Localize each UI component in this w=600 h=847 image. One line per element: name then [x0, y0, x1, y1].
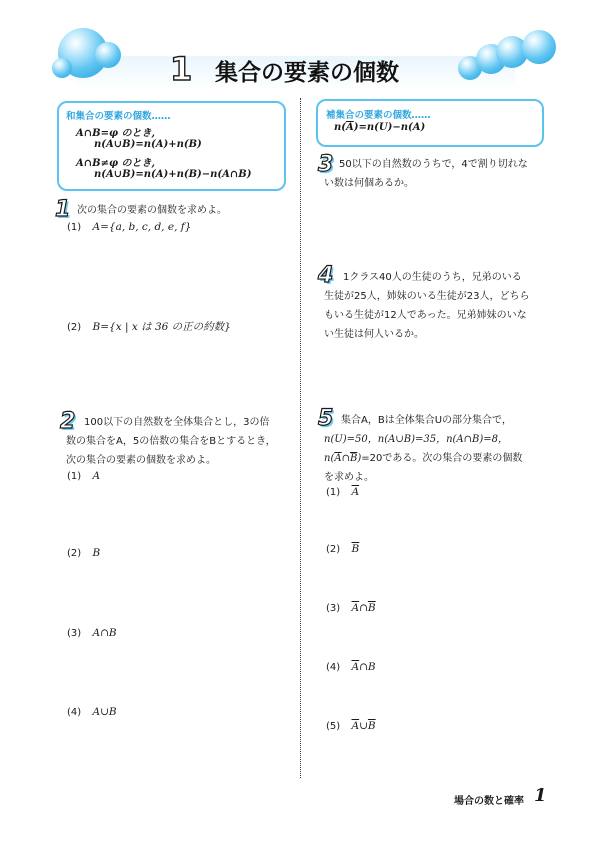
problem-text: 次の集合の要素の個数を求めよ。	[66, 455, 216, 466]
subquestion-label: (2)	[326, 544, 341, 555]
problem-number-2: 2	[60, 409, 76, 434]
problem-text: 1クラス40人の生徒のうち，兄弟のいる	[343, 272, 522, 283]
chapter-number: 1	[170, 50, 194, 88]
problem-text: 次の集合の要素の個数を求めよ。	[77, 205, 227, 216]
formula-line: A∩B=φ のとき,	[76, 128, 155, 139]
footer-label: 場合の数と確率	[454, 796, 524, 807]
subquestion-label: (3)	[326, 603, 341, 614]
problem-number-1: 1	[55, 197, 71, 222]
subquestion-expr: A={a, b, c, d, e, f}	[92, 221, 192, 233]
subquestion-expr: A∪B	[92, 706, 117, 718]
column-divider	[300, 98, 301, 778]
problem-text: 集合A，Bは全体集合Uの部分集合で，	[341, 415, 512, 426]
formula-line: A∩B≠φ のとき,	[76, 158, 155, 169]
subquestion	[326, 486, 359, 498]
problem-text: い数は何個あるか。	[324, 178, 414, 189]
subquestion-expr: A	[92, 470, 101, 482]
subquestion	[67, 627, 117, 639]
subquestion	[67, 221, 191, 233]
subquestion-expr: $\overline{A}\cap B$	[351, 661, 376, 673]
subquestion-label: (4)	[67, 707, 82, 718]
subquestion-label: (3)	[67, 628, 82, 639]
subquestion-expr: B	[92, 547, 101, 559]
problem-text: い生徒は何人いるか。	[324, 329, 424, 340]
subquestion-expr: $\overline{A}\cap\overline{B}$	[351, 602, 376, 614]
subquestion-expr: $\overline{A}\cup\overline{B}$	[351, 720, 376, 732]
subquestion	[67, 547, 100, 559]
problem-text: 生徒が25人，姉妹のいる生徒が23人，どちら	[324, 291, 530, 302]
subquestion	[67, 319, 231, 334]
problem-number-5: 5	[318, 406, 334, 431]
subquestion	[67, 706, 117, 718]
subquestion	[326, 602, 376, 614]
subquestion	[326, 661, 376, 673]
bubble-decoration	[52, 58, 72, 78]
subquestion-label: (2)	[67, 548, 82, 559]
subquestion-label: (5)	[326, 721, 341, 732]
page-number: 1	[534, 785, 547, 806]
subquestion-label: (4)	[326, 662, 341, 673]
problem-text: 数の集合をA，5の倍数の集合をBとするとき，	[66, 436, 276, 447]
problem-text: を求めよ。	[324, 472, 374, 483]
subquestion-label: (1)	[67, 471, 82, 482]
problem-number-3: 3	[318, 152, 334, 177]
problem-text: n(U)=50，n(A∪B)=35，n(A∩B)=8，	[324, 434, 509, 445]
subquestion-label: (2)	[67, 322, 82, 333]
formula-line: n(A∪B)=n(A)+n(B)−n(A∩B)	[94, 169, 252, 180]
problem-text: 100以下の自然数を全体集合とし，3の倍	[84, 417, 270, 428]
chapter-title: 集合の要素の個数	[215, 60, 399, 86]
bubble-decoration	[522, 30, 556, 64]
subquestion-expr: $\overline{A}$	[351, 486, 360, 498]
formula-line: n(A∪B)=n(A)+n(B)	[94, 139, 202, 150]
subquestion	[326, 720, 376, 732]
subquestion-label: (1)	[326, 487, 341, 498]
subquestion-label: (1)	[67, 222, 82, 233]
subquestion-expr: A∩B	[92, 627, 117, 639]
problem-text: もいる生徒が12人であった。兄弟姉妹のいな	[324, 310, 527, 321]
problem-text-with-overline: $n(\overline{A}\cap\overline{B})=20$である。次の集合の要素の個数	[324, 453, 523, 464]
subquestion	[67, 470, 100, 482]
bubble-decoration	[95, 42, 121, 68]
formula-line-complement: $n(\overline{A})=n(U)-n(A)$	[334, 122, 426, 133]
subquestion-expr: $\overline{B}$	[351, 543, 360, 555]
formula-heading-complement: 補集合の要素の個数……	[326, 110, 431, 121]
problem-text: 50以下の自然数のうちで，4で割り切れな	[339, 159, 528, 170]
problem-number-4: 4	[318, 263, 334, 288]
subquestion	[326, 543, 359, 555]
formula-heading-union: 和集合の要素の個数……	[66, 111, 171, 122]
subquestion-expr: B={x | x は 36 の正の約数}	[92, 321, 231, 333]
